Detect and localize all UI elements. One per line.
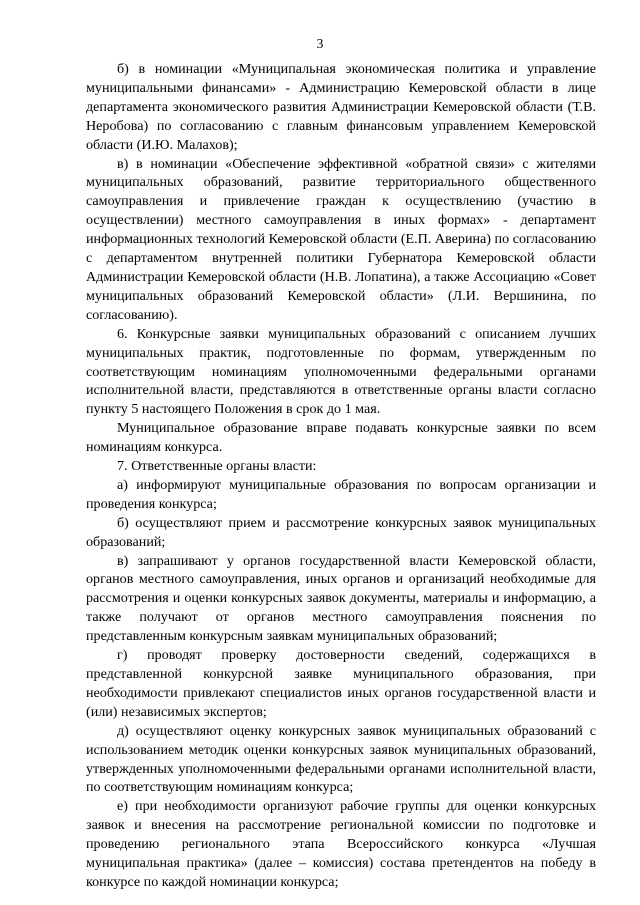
paragraph-item-6: 6. Конкурсные заявки муниципальных образований с описанием лучших муниципальных практик, подготовленные по формам, утвержденным по соответствующим номинациям уполномоченными федеральными органами исполнительной власти, представляются в ответственные органы власти согласно пункту 5 настоящего Положения в срок до 1 мая. [86,325,596,418]
paragraph-item-7b: б) осуществляют прием и рассмотрение конкурсных заявок муниципальных образований; [86,514,596,550]
paragraph-all-nominations: Муниципальное образование вправе подавать конкурсные заявки по всем номинациям конкурса. [86,420,596,456]
paragraph-nomination-v: в) в номинации «Обеспечение эффективной «обратной связи» с жителями муниципальных образований, развитие территориального общественного самоуправления и привлечение граждан к осуществлению (участию в осуществлении) местного самоуправления в иных формах» - департамент информационных технологий Кемеровской области (Е.П. Аверина) по согласованию с департаментом внутренней политики Губернатора Кемеровской области Администрации Кемеровской области (Н.В. Лопатина), а также Ассоциацию «Совет муниципальных образований Кемеровской области» (Л.И. Вершинина, по согласованию). [86,155,596,323]
paragraph-item-7-heading: 7. Ответственные органы власти: [117,458,317,475]
paragraph-item-7a: а) информируют муниципальные образования по вопросам организации и проведения конкурса; [86,476,596,512]
document-body [86,60,596,892]
paragraph-nomination-b: б) в номинации «Муниципальная экономическая политика и управление муниципальными финансами» - Администрацию Кемеровской области в лице департамента экономического развития Администрации Кемеровской области (Т.В. Неробова) по согласованию с главным финансовым управлением Кемеровской области (И.Ю. Малахов); [86,61,596,153]
paragraph-item-7g: г) проводят проверку достоверности сведений, содержащихся в представленной конкурсной заявке муниципального образования, при необходимости привлекают специалистов иных органов государственной власти и (или) независимых экспертов; [86,647,596,720]
paragraph-item-7e: е) при необходимости организуют рабочие группы для оценки конкурсных заявок и внесения на рассмотрение региональной комиссии по подготовке и проведению регионального этапа Всероссийского конкурса «Лучшая муниципальная практика» (далее – комиссия) состава претендентов на победу в конкурсе по каждой номинации конкурса; [86,798,596,890]
page-number: 3 [316,36,324,51]
paragraph-item-7v: в) запрашивают у органов государственной власти Кемеровской области, органов местного самоуправления, иных органов и организаций необходимые для рассмотрения и оценки конкурсных заявок документы, материалы и информацию, а также получают от органов местного самоуправления пояснения по представленным конкурсным заявкам муниципальных образований; [86,552,596,645]
paragraph-item-7d: д) осуществляют оценку конкурсных заявок муниципальных образований с использованием методик оценки конкурсных заявок муниципальных образований, утвержденных уполномоченными федеральными органами исполнительной власти, по соответствующим номинациям конкурса; [86,722,596,796]
